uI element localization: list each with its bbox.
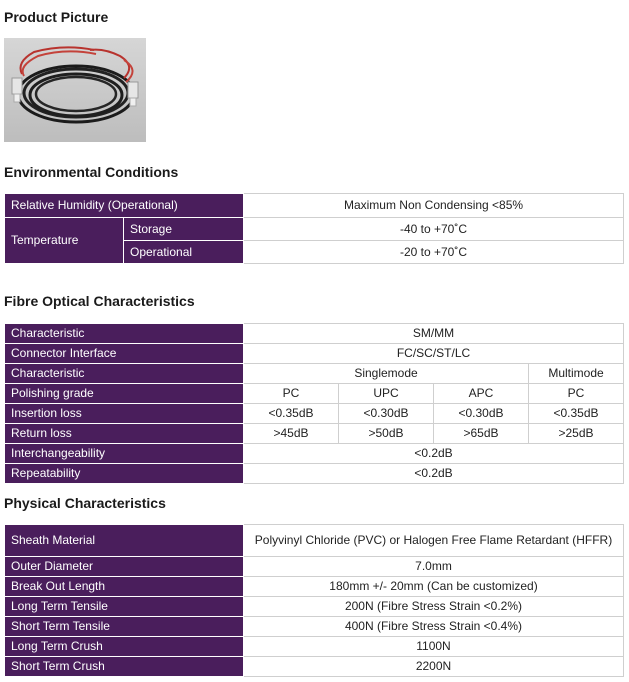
return-cell: >50dB [339, 424, 434, 444]
table-row [5, 464, 624, 484]
interchangeability-label: Interchangeability [5, 444, 244, 464]
section-heading-product-picture: Product Picture [4, 9, 109, 25]
physical-table [4, 524, 624, 677]
repeatability-label: Repeatability [5, 464, 244, 484]
insertion-cell: <0.35dB [529, 404, 624, 424]
table-row [5, 364, 624, 384]
multimode-header: Multimode [529, 364, 624, 384]
short-term-tensile-label: Short Term Tensile [5, 617, 244, 637]
temperature-label: Temperature [5, 218, 124, 264]
insertion-label: Insertion loss [5, 404, 244, 424]
polishing-label: Polishing grade [5, 384, 244, 404]
table-row [5, 194, 624, 218]
outer-diameter-value: 7.0mm [244, 557, 624, 577]
break-out-length-value: 180mm +/- 20mm (Can be customized) [244, 577, 624, 597]
return-cell: >25dB [529, 424, 624, 444]
fibre-cable-image [4, 38, 146, 142]
table-row [5, 384, 624, 404]
return-cell: >45dB [244, 424, 339, 444]
humidity-label: Relative Humidity (Operational) [5, 194, 244, 218]
insertion-cell: <0.30dB [434, 404, 529, 424]
short-term-tensile-value: 400N (Fibre Stress Strain <0.4%) [244, 617, 624, 637]
characteristic-label: Characteristic [5, 324, 244, 344]
outer-diameter-label: Outer Diameter [5, 557, 244, 577]
humidity-value: Maximum Non Condensing <85% [244, 194, 624, 218]
table-row [5, 597, 624, 617]
table-row [5, 218, 624, 241]
sheath-material-value: Polyvinyl Chloride (PVC) or Halogen Free Flame Retardant (HFFR) [244, 525, 624, 557]
table-row [5, 324, 624, 344]
insertion-cell: <0.35dB [244, 404, 339, 424]
table-row [5, 525, 624, 557]
table-row [5, 657, 624, 677]
table-row [5, 444, 624, 464]
polishing-cell: PC [244, 384, 339, 404]
table-row [5, 404, 624, 424]
long-term-crush-value: 1100N [244, 637, 624, 657]
section-heading-fibre-optical: Fibre Optical Characteristics [4, 293, 195, 309]
fibre-optical-table [4, 323, 624, 484]
table-row [5, 424, 624, 444]
section-heading-environmental: Environmental Conditions [4, 164, 179, 180]
singlemode-header: Singlemode [244, 364, 529, 384]
environmental-table [4, 193, 624, 264]
long-term-tensile-label: Long Term Tensile [5, 597, 244, 617]
break-out-length-label: Break Out Length [5, 577, 244, 597]
polishing-cell: PC [529, 384, 624, 404]
table-row [5, 617, 624, 637]
connector-label: Connector Interface [5, 344, 244, 364]
return-cell: >65dB [434, 424, 529, 444]
table-row [5, 637, 624, 657]
return-label: Return loss [5, 424, 244, 444]
polishing-cell: APC [434, 384, 529, 404]
storage-label: Storage [124, 218, 244, 241]
section-heading-physical: Physical Characteristics [4, 495, 166, 511]
short-term-crush-value: 2200N [244, 657, 624, 677]
table-row [5, 344, 624, 364]
repeatability-value: <0.2dB [244, 464, 624, 484]
product-image [4, 38, 146, 142]
connector-value: FC/SC/ST/LC [244, 344, 624, 364]
short-term-crush-label: Short Term Crush [5, 657, 244, 677]
insertion-cell: <0.30dB [339, 404, 434, 424]
long-term-crush-label: Long Term Crush [5, 637, 244, 657]
operational-value: -20 to +70˚C [244, 241, 624, 264]
polishing-cell: UPC [339, 384, 434, 404]
characteristic-value: SM/MM [244, 324, 624, 344]
interchangeability-value: <0.2dB [244, 444, 624, 464]
long-term-tensile-value: 200N (Fibre Stress Strain <0.2%) [244, 597, 624, 617]
sheath-material-label: Sheath Material [5, 525, 244, 557]
table-row [5, 577, 624, 597]
operational-label: Operational [124, 241, 244, 264]
storage-value: -40 to +70˚C [244, 218, 624, 241]
characteristic2-label: Characteristic [5, 364, 244, 384]
table-row [5, 557, 624, 577]
